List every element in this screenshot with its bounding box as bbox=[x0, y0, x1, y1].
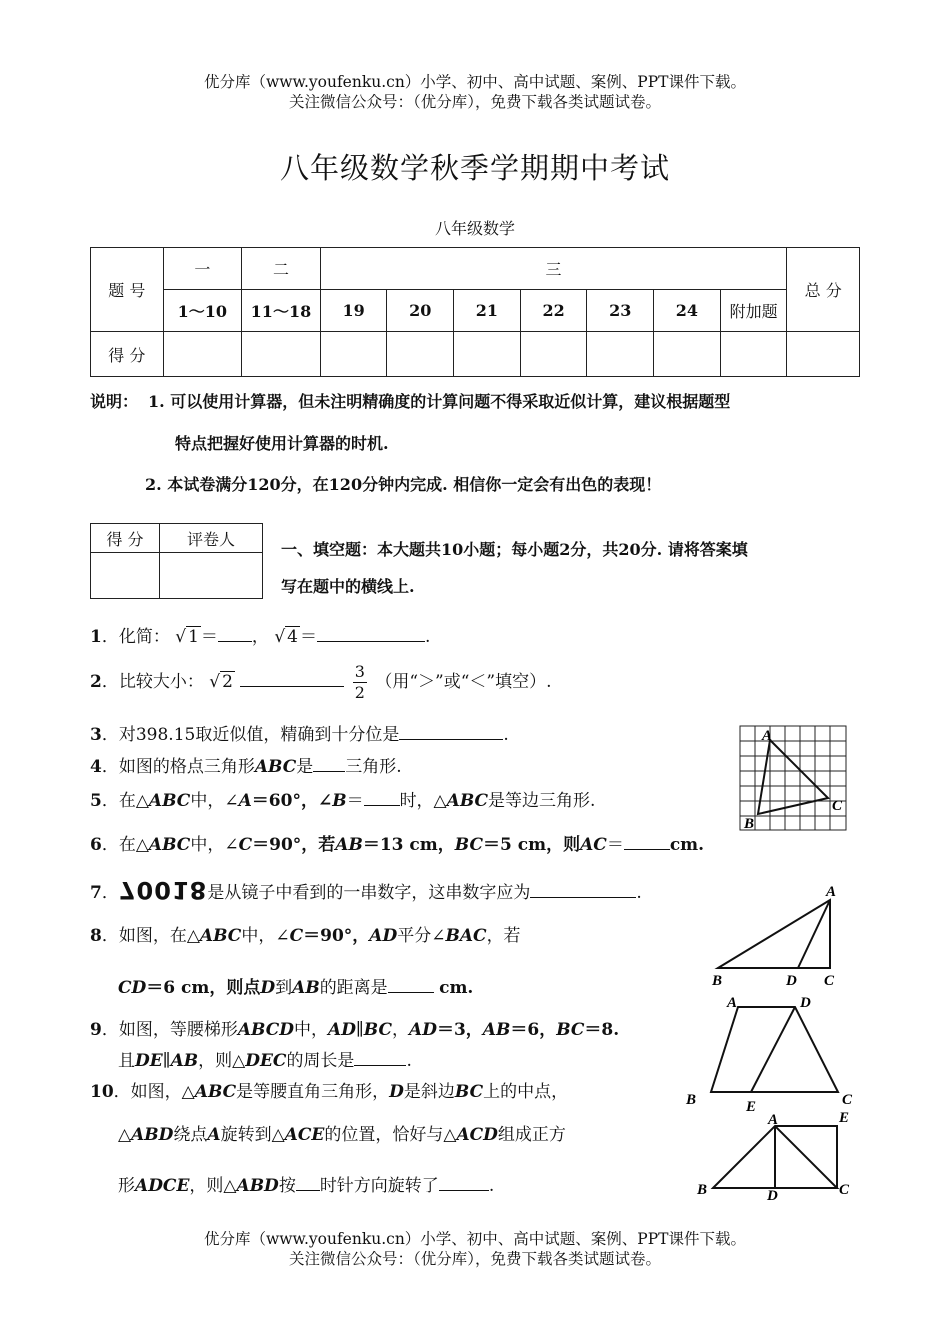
answer-blank[interactable] bbox=[364, 789, 400, 806]
item-header: 20 bbox=[387, 290, 454, 332]
answer-blank[interactable] bbox=[354, 1049, 406, 1066]
row-label-question: 题 号 bbox=[91, 248, 164, 332]
note-1a: 1. 可以使用计算器，但未注明精确度的计算问题不得采取近似计算，建议根据题型 bbox=[148, 392, 731, 411]
page-footer-line-1: 优分库（www.youfenku.cn）小学、初中、高中试题、案例、PPT课件下载。 bbox=[203, 1230, 747, 1248]
answer-blank[interactable] bbox=[296, 1174, 320, 1191]
score-cell[interactable] bbox=[387, 332, 454, 377]
page-title: 八年级数学秋季学期期中考试 bbox=[279, 151, 670, 185]
notes-label: 说明： bbox=[90, 392, 139, 411]
answer-blank[interactable] bbox=[313, 755, 345, 772]
label-e: E bbox=[746, 1099, 757, 1115]
fraction-3-2: $\frac{3}{2}$ bbox=[354, 662, 365, 702]
answer-blank[interactable] bbox=[240, 670, 344, 687]
label-b: B bbox=[697, 1182, 708, 1198]
section-1-heading: 一、填空题：本大题共10小题；每小题2分，共20分. 请将答案填 bbox=[281, 540, 748, 559]
item-header: 19 bbox=[320, 290, 387, 332]
score-table bbox=[90, 247, 860, 377]
answer-blank[interactable] bbox=[388, 976, 434, 993]
segment-de bbox=[751, 1007, 795, 1092]
question-10-cont2: 形ADCE，则△ABD按 时针方向旋转了 . bbox=[118, 1176, 495, 1196]
question-9-cont: 且DE∥AB，则△DEC的周长是 . bbox=[118, 1051, 412, 1071]
grader-name-label: 评卷人 bbox=[160, 524, 263, 553]
total-header: 总 分 bbox=[787, 248, 860, 332]
question-1: 1．化简： √ 1 ＝ ， √ 4 ＝ . bbox=[90, 627, 431, 647]
grid-lines bbox=[740, 726, 846, 830]
item-header: 24 bbox=[654, 290, 721, 332]
sqrt-4: √ 4 bbox=[274, 627, 298, 647]
mirrored-digits: 70018 bbox=[118, 876, 208, 904]
item-header: 11～18 bbox=[242, 290, 321, 332]
grader-score-label: 得 分 bbox=[91, 524, 160, 553]
label-d: D bbox=[786, 973, 797, 989]
item-header: 附加题 bbox=[720, 290, 787, 332]
section-1-heading-cont: 写在题中的横线上. bbox=[281, 577, 415, 596]
label-c: C bbox=[842, 1092, 853, 1108]
score-cell[interactable] bbox=[720, 332, 787, 377]
page-header-line-2: 关注微信公众号：（优分库），免费下载各类试题试卷。 bbox=[288, 93, 661, 111]
question-3: 3．对398.15取近似值，精确到十分位是 . bbox=[90, 725, 509, 745]
label-a: A bbox=[768, 1112, 779, 1128]
sqrt-2: √ 2 bbox=[209, 672, 233, 692]
question-8: 8．如图，在△ABC中，∠C＝90°，AD平分∠BAC，若 bbox=[90, 926, 521, 946]
question-5: 5．在△ABC中，∠A＝60°，∠B＝ 时，△ABC是等边三角形. bbox=[90, 791, 596, 811]
section-3-header: 三 bbox=[320, 248, 787, 290]
note-2: 2. 本试卷满分120分，在120分钟内完成. 相信你一定会有出色的表现！ bbox=[145, 475, 662, 494]
answer-blank[interactable] bbox=[218, 625, 252, 642]
figure-square-rotation bbox=[693, 1112, 858, 1204]
label-b: B bbox=[686, 1092, 697, 1108]
answer-blank[interactable] bbox=[317, 625, 425, 642]
label-b: B bbox=[744, 816, 755, 832]
answer-blank[interactable] bbox=[624, 833, 670, 850]
answer-blank[interactable] bbox=[439, 1174, 489, 1191]
page-subtitle: 八年级数学 bbox=[434, 219, 515, 238]
grader-table bbox=[90, 523, 263, 599]
page-header-line-1: 优分库（www.youfenku.cn）小学、初中、高中试题、案例、PPT课件下载。 bbox=[203, 73, 747, 91]
section-2-header: 二 bbox=[242, 248, 321, 290]
label-c: C bbox=[839, 1182, 850, 1198]
section-1-header: 一 bbox=[163, 248, 242, 290]
label-a: A bbox=[762, 728, 773, 744]
label-b: B bbox=[712, 973, 723, 989]
item-header: 21 bbox=[454, 290, 521, 332]
score-cell[interactable] bbox=[787, 332, 860, 377]
label-c: C bbox=[824, 973, 835, 989]
question-10-cont: △ABD绕点A旋转到△ACE的位置，恰好与△ACD组成正方 bbox=[118, 1125, 566, 1145]
question-8-cont: CD＝6 cm，则点D到AB的距离是 cm. bbox=[118, 978, 474, 998]
figure-right-triangle bbox=[708, 882, 848, 990]
score-cell[interactable] bbox=[520, 332, 587, 377]
question-2: 2．比较大小： √ 2 $\frac{3}{2}$ （用“＞”或“＜”填空）. bbox=[90, 662, 552, 702]
grader-name-cell[interactable] bbox=[160, 553, 263, 599]
label-d: D bbox=[800, 995, 811, 1011]
triangle-abc bbox=[758, 740, 828, 814]
label-d: D bbox=[767, 1188, 778, 1204]
row-label-score: 得 分 bbox=[91, 332, 164, 377]
score-cell[interactable] bbox=[654, 332, 721, 377]
label-c: C bbox=[832, 798, 843, 814]
sqrt-1: √ 1 bbox=[175, 627, 199, 647]
label-a: A bbox=[727, 995, 738, 1011]
question-4: 4．如图的格点三角形ABC是 三角形. bbox=[90, 757, 402, 777]
score-cell[interactable] bbox=[163, 332, 242, 377]
note-1b: 特点把握好使用计算器的时机. bbox=[175, 434, 389, 453]
trapezoid-abcd bbox=[711, 1007, 838, 1092]
label-e: E bbox=[839, 1110, 850, 1126]
item-header: 1～10 bbox=[163, 290, 242, 332]
figure-grid-triangle bbox=[740, 726, 850, 834]
score-cell[interactable] bbox=[320, 332, 387, 377]
label-a: A bbox=[826, 884, 837, 900]
figure-trapezoid bbox=[683, 992, 861, 1116]
item-header: 22 bbox=[520, 290, 587, 332]
question-10: 10．如图，△ABC是等腰直角三角形，D是斜边BC上的中点， bbox=[90, 1082, 569, 1102]
item-header: 23 bbox=[587, 290, 654, 332]
score-cell[interactable] bbox=[587, 332, 654, 377]
question-9: 9．如图，等腰梯形ABCD中，AD∥BC，AD＝3，AB＝6，BC＝8. bbox=[90, 1020, 620, 1040]
answer-blank[interactable] bbox=[399, 723, 503, 740]
score-cell[interactable] bbox=[242, 332, 321, 377]
grader-score-cell[interactable] bbox=[91, 553, 160, 599]
question-6: 6．在△ABC中，∠C＝90°，若AB＝13 cm，BC＝5 cm，则AC＝ cm. bbox=[90, 835, 705, 855]
answer-blank[interactable] bbox=[530, 881, 636, 898]
score-cell[interactable] bbox=[454, 332, 521, 377]
page-footer-line-2: 关注微信公众号：（优分库），免费下载各类试题试卷。 bbox=[288, 1250, 661, 1268]
question-7: 7．70018是从镜子中看到的一串数字，这串数字应为 . bbox=[90, 876, 642, 904]
